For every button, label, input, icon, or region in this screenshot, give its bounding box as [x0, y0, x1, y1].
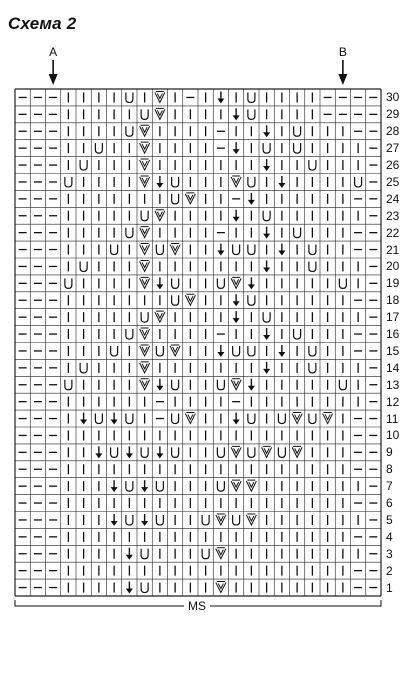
- row-number: 22: [386, 225, 400, 240]
- decrease-arrow-symbol: [111, 480, 118, 492]
- marker-label-b: B: [338, 45, 347, 59]
- decrease-arrow-symbol: [217, 345, 224, 357]
- yarn-over-symbol: [309, 261, 316, 271]
- double-decrease-symbol: [140, 277, 150, 288]
- row-number: 12: [386, 394, 400, 409]
- decrease-arrow-symbol: [263, 125, 270, 137]
- decrease-arrow-symbol: [233, 413, 240, 425]
- yarn-over-symbol: [172, 177, 179, 187]
- double-decrease-symbol: [140, 142, 150, 153]
- yarn-over-symbol: [111, 245, 118, 255]
- yarn-over-symbol: [248, 447, 255, 457]
- row-number: 17: [386, 310, 400, 325]
- double-decrease-symbol: [262, 446, 272, 457]
- decrease-arrow-symbol: [233, 210, 240, 222]
- yarn-over-symbol: [294, 228, 301, 238]
- yarn-over-symbol: [309, 245, 316, 255]
- chart-title: Схема 2: [8, 14, 77, 33]
- decrease-arrow-symbol: [156, 446, 163, 458]
- decrease-arrow-symbol: [263, 159, 270, 171]
- double-decrease-symbol: [231, 480, 241, 491]
- yarn-over-symbol: [248, 177, 255, 187]
- row-number: 8: [386, 462, 393, 477]
- row-number: 5: [386, 512, 393, 527]
- marker-label-a: A: [49, 45, 58, 59]
- row-number: 11: [386, 411, 399, 426]
- yarn-over-symbol: [156, 481, 163, 491]
- row-number: 15: [386, 343, 400, 358]
- yarn-over-symbol: [233, 245, 240, 255]
- row-number: 9: [386, 445, 393, 460]
- decrease-arrow-symbol: [126, 548, 133, 560]
- double-decrease-symbol: [323, 413, 333, 424]
- decrease-arrow-symbol: [278, 345, 285, 357]
- yarn-over-symbol: [95, 143, 102, 153]
- double-decrease-symbol: [140, 244, 150, 255]
- yarn-over-symbol: [248, 109, 255, 119]
- row-number: 10: [386, 428, 400, 443]
- yarn-over-symbol: [172, 447, 179, 457]
- double-decrease-symbol: [155, 91, 165, 102]
- yarn-over-symbol: [80, 160, 87, 170]
- yarn-over-symbol: [126, 515, 133, 525]
- ms-label: MS: [184, 599, 210, 613]
- decrease-arrow-symbol: [217, 91, 224, 103]
- yarn-over-symbol: [126, 228, 133, 238]
- double-decrease-symbol: [140, 176, 150, 187]
- double-decrease-symbol: [292, 413, 302, 424]
- double-decrease-symbol: [246, 480, 256, 491]
- yarn-over-symbol: [126, 481, 133, 491]
- double-decrease-symbol: [140, 328, 150, 339]
- double-decrease-symbol: [216, 582, 226, 593]
- yarn-over-symbol: [263, 143, 270, 153]
- decrease-arrow-symbol: [248, 379, 255, 391]
- yarn-over-symbol: [248, 414, 255, 424]
- double-decrease-symbol: [216, 514, 226, 525]
- yarn-over-symbol: [248, 245, 255, 255]
- yarn-over-symbol: [263, 312, 270, 322]
- yarn-over-symbol: [233, 515, 240, 525]
- row-number: 7: [386, 479, 393, 494]
- yarn-over-symbol: [172, 295, 179, 305]
- double-decrease-symbol: [170, 244, 180, 255]
- marker-arrow-head: [49, 74, 58, 85]
- row-number: 29: [386, 107, 400, 122]
- row-number: 19: [386, 276, 400, 291]
- double-decrease-symbol: [231, 446, 241, 457]
- decrease-arrow-symbol: [278, 244, 285, 256]
- decrease-arrow-symbol: [248, 277, 255, 289]
- double-decrease-symbol: [140, 260, 150, 271]
- yarn-over-symbol: [172, 380, 179, 390]
- yarn-over-symbol: [309, 414, 316, 424]
- row-number: 28: [386, 124, 400, 139]
- row-number: 14: [386, 360, 400, 375]
- double-decrease-symbol: [155, 108, 165, 119]
- yarn-over-symbol: [141, 211, 148, 221]
- yarn-over-symbol: [141, 312, 148, 322]
- decrease-arrow-symbol: [156, 176, 163, 188]
- double-decrease-symbol: [155, 311, 165, 322]
- row-number: 25: [386, 174, 400, 189]
- double-decrease-symbol: [140, 227, 150, 238]
- yarn-over-symbol: [217, 278, 224, 288]
- row-number: 16: [386, 327, 400, 342]
- row-number: 27: [386, 141, 400, 156]
- row-number: 26: [386, 158, 400, 173]
- decrease-arrow-symbol: [95, 446, 102, 458]
- decrease-arrow-symbol: [233, 294, 240, 306]
- decrease-arrow-symbol: [156, 379, 163, 391]
- yarn-over-symbol: [248, 346, 255, 356]
- yarn-over-symbol: [65, 278, 72, 288]
- yarn-over-symbol: [65, 177, 72, 187]
- yarn-over-symbol: [355, 177, 362, 187]
- yarn-over-symbol: [233, 346, 240, 356]
- yarn-over-symbol: [309, 160, 316, 170]
- decrease-arrow-symbol: [111, 514, 118, 526]
- yarn-over-symbol: [126, 329, 133, 339]
- yarn-over-symbol: [202, 515, 209, 525]
- yarn-over-symbol: [217, 447, 224, 457]
- yarn-over-symbol: [309, 346, 316, 356]
- yarn-over-symbol: [126, 126, 133, 136]
- double-decrease-symbol: [140, 379, 150, 390]
- decrease-arrow-symbol: [126, 446, 133, 458]
- yarn-over-symbol: [294, 126, 301, 136]
- yarn-over-symbol: [248, 92, 255, 102]
- double-decrease-symbol: [231, 277, 241, 288]
- double-decrease-symbol: [140, 345, 150, 356]
- yarn-over-symbol: [141, 109, 148, 119]
- yarn-over-symbol: [294, 329, 301, 339]
- yarn-over-symbol: [263, 211, 270, 221]
- yarn-over-symbol: [111, 447, 118, 457]
- yarn-over-symbol: [126, 92, 133, 102]
- double-decrease-symbol: [231, 379, 241, 390]
- double-decrease-symbol: [140, 362, 150, 373]
- row-number: 4: [386, 529, 393, 544]
- double-decrease-symbol: [185, 294, 195, 305]
- yarn-over-symbol: [309, 363, 316, 373]
- row-number: 24: [386, 191, 400, 206]
- row-number: 21: [386, 242, 400, 257]
- yarn-over-symbol: [65, 380, 72, 390]
- decrease-arrow-symbol: [248, 193, 255, 205]
- decrease-arrow-symbol: [141, 514, 148, 526]
- yarn-over-symbol: [172, 278, 179, 288]
- decrease-arrow-symbol: [80, 413, 87, 425]
- yarn-over-symbol: [80, 363, 87, 373]
- row-number: 18: [386, 293, 400, 308]
- double-decrease-symbol: [155, 210, 165, 221]
- row-number: 23: [386, 208, 400, 223]
- yarn-over-symbol: [217, 380, 224, 390]
- yarn-over-symbol: [141, 447, 148, 457]
- row-number: 13: [386, 377, 400, 392]
- yarn-over-symbol: [111, 346, 118, 356]
- decrease-arrow-symbol: [233, 311, 240, 323]
- double-decrease-symbol: [231, 176, 241, 187]
- yarn-over-symbol: [95, 414, 102, 424]
- double-decrease-symbol: [185, 193, 195, 204]
- decrease-arrow-symbol: [233, 142, 240, 154]
- decrease-arrow-symbol: [141, 480, 148, 492]
- yarn-over-symbol: [80, 261, 87, 271]
- row-number: 20: [386, 259, 400, 274]
- yarn-over-symbol: [172, 414, 179, 424]
- yarn-over-symbol: [156, 515, 163, 525]
- yarn-over-symbol: [126, 414, 133, 424]
- decrease-arrow-symbol: [233, 108, 240, 120]
- double-decrease-symbol: [292, 446, 302, 457]
- yarn-over-symbol: [278, 414, 285, 424]
- decrease-arrow-symbol: [263, 328, 270, 340]
- row-number: 2: [386, 563, 393, 578]
- row-number: 30: [386, 90, 400, 105]
- double-decrease-symbol: [170, 345, 180, 356]
- yarn-over-symbol: [339, 278, 346, 288]
- decrease-arrow-symbol: [217, 244, 224, 256]
- decrease-arrow-symbol: [263, 227, 270, 239]
- double-decrease-symbol: [140, 125, 150, 136]
- double-decrease-symbol: [185, 413, 195, 424]
- decrease-arrow-symbol: [263, 260, 270, 272]
- yarn-over-symbol: [141, 549, 148, 559]
- yarn-over-symbol: [156, 245, 163, 255]
- yarn-over-symbol: [217, 481, 224, 491]
- yarn-over-symbol: [156, 346, 163, 356]
- decrease-arrow-symbol: [278, 176, 285, 188]
- decrease-arrow-symbol: [156, 277, 163, 289]
- double-decrease-symbol: [216, 548, 226, 559]
- row-number: 6: [386, 496, 393, 511]
- yarn-over-symbol: [278, 447, 285, 457]
- decrease-arrow-symbol: [263, 362, 270, 374]
- yarn-over-symbol: [248, 295, 255, 305]
- row-number: 1: [386, 580, 393, 595]
- yarn-over-symbol: [141, 583, 148, 593]
- decrease-arrow-symbol: [126, 582, 133, 594]
- decrease-arrow-symbol: [111, 413, 118, 425]
- yarn-over-symbol: [172, 194, 179, 204]
- yarn-over-symbol: [294, 143, 301, 153]
- double-decrease-symbol: [140, 159, 150, 170]
- marker-arrow-head: [338, 74, 347, 85]
- yarn-over-symbol: [202, 549, 209, 559]
- yarn-over-symbol: [339, 380, 346, 390]
- row-number: 3: [386, 546, 393, 561]
- double-decrease-symbol: [246, 514, 256, 525]
